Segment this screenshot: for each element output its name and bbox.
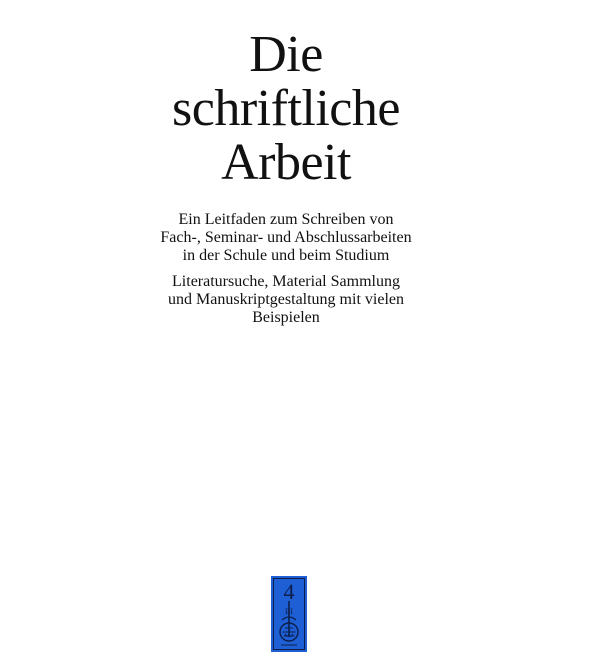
title-line: Die: [249, 26, 323, 83]
book-subtitle: [0, 211, 572, 327]
publisher-logo-icon: [271, 576, 307, 652]
title-line: schriftliche: [172, 80, 400, 137]
title-line: Arbeit: [221, 134, 351, 191]
subtitle-line: Beispielen: [252, 309, 320, 326]
subtitle-paragraph: [0, 211, 572, 265]
logo-number: 4: [283, 579, 295, 604]
subtitle-line: Ein Leitfaden zum Schreiben von: [178, 211, 394, 228]
book-title: [0, 28, 572, 190]
logo-letters: BI: [285, 607, 293, 616]
subtitle-line: Literatursuche, Material Sammlung: [172, 273, 400, 290]
subtitle-paragraph: [0, 273, 572, 327]
publisher-logo-graphic: [271, 576, 307, 652]
subtitle-line: Fach-, Seminar- und Abschlussarbeiten: [160, 229, 412, 246]
subtitle-line: in der Schule und beim Studium: [182, 247, 390, 264]
subtitle-line: und Manuskriptgestaltung mit vielen: [168, 291, 404, 308]
